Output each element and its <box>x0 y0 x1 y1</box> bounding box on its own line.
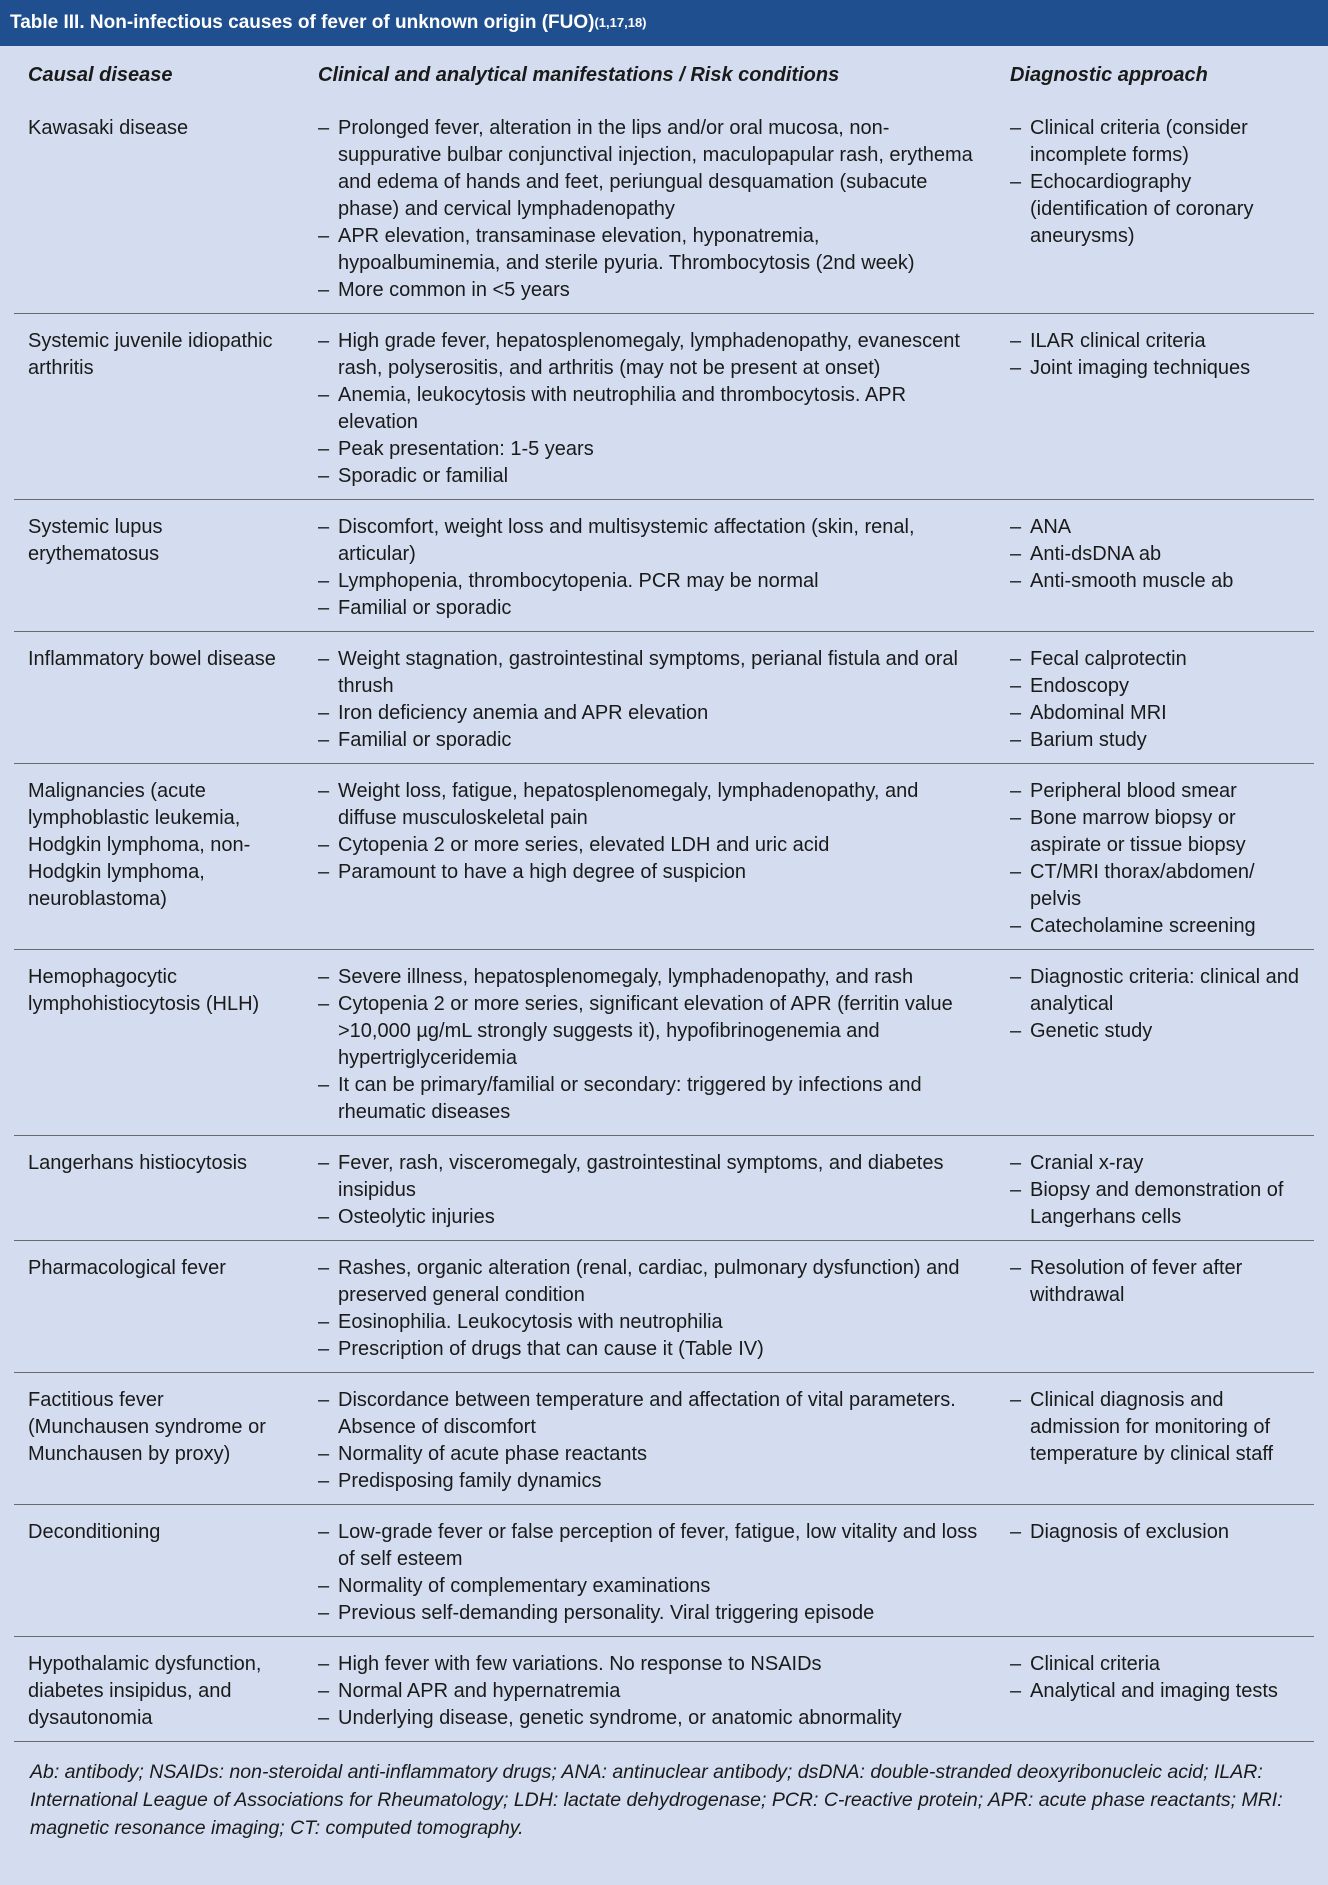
manifestations-cell-list <box>318 1519 982 1627</box>
table-title: Table III. Non-infectious causes of fever of unknown origin (FUO) <box>10 12 595 33</box>
diagnostic-approach-cell-list <box>1010 328 1300 382</box>
diagnostic-approach-cell-list <box>1010 1150 1300 1231</box>
list-item: – CT/MRI thorax/abdomen/ pelvis <box>1010 859 1300 913</box>
diagnostic-approach-cell <box>996 1505 1314 1637</box>
causal-disease-cell: Systemic juvenile idiopathic arthritis <box>28 330 273 379</box>
list-item: – Clinical criteria <box>1010 1651 1300 1678</box>
diagnostic-approach-cell <box>996 101 1314 314</box>
list-item: – High grade fever, hepatosplenomegaly, lymphadenopathy, evanescent rash, polyserositis, and arthritis (may not be present at onset) <box>318 328 982 382</box>
table-row <box>14 1637 1314 1742</box>
causal-disease-cell: Hemophagocytic lymphohistiocytosis (HLH) <box>28 966 260 1015</box>
list-item: – High fever with few variations. No response to NSAIDs <box>318 1651 982 1678</box>
list-item: – Low-grade fever or false perception of fever, fatigue, low vitality and loss of self esteem <box>318 1519 982 1573</box>
diagnostic-approach-cell <box>996 500 1314 632</box>
list-item: – Cytopenia 2 or more series, significant elevation of APR (ferritin value >10,000 µg/mL strongly suggests it), hypofibrinogenemia and hypertriglyceridemia <box>318 991 982 1072</box>
list-item: – Echocardiography (identification of coronary aneurysms) <box>1010 169 1300 250</box>
table-body <box>14 101 1314 1742</box>
manifestations-cell-list <box>318 328 982 490</box>
list-item: – Weight stagnation, gastrointestinal symptoms, perianal fistula and oral thrush <box>318 646 982 700</box>
diagnostic-approach-cell-list <box>1010 778 1300 940</box>
diagnostic-approach-cell-list <box>1010 115 1300 250</box>
list-item: – Endoscopy <box>1010 673 1300 700</box>
list-item: – Underlying disease, genetic syndrome, or anatomic abnormality <box>318 1705 982 1732</box>
list-item: – It can be primary/familial or secondary: triggered by infections and rheumatic diseases <box>318 1072 982 1126</box>
table-row <box>14 1136 1314 1241</box>
diagnostic-approach-cell <box>996 1136 1314 1241</box>
table-row <box>14 1505 1314 1637</box>
manifestations-cell <box>304 1373 996 1505</box>
list-item: – Normality of complementary examinations <box>318 1573 982 1600</box>
header-diagnostic-approach: Diagnostic approach <box>1010 64 1208 86</box>
causal-disease-cell: Inflammatory bowel disease <box>28 648 276 670</box>
table-footnote: Ab: antibody; NSAIDs: non-steroidal anti-inflammatory drugs; ANA: antinuclear antibody; dsDNA: double-stranded deoxyribonucleic acid; ILAR: International League of Associations for Rheumatology; LDH: lactate dehydrogenase; PCR: C-reactive protein; APR: acute phase reactants; MRI: magnetic resonance imaging; CT: computed tomography. <box>30 1761 1283 1839</box>
list-item: – Joint imaging techniques <box>1010 355 1300 382</box>
list-item: – Rashes, organic alteration (renal, cardiac, pulmonary dysfunction) and preserved general condition <box>318 1255 982 1309</box>
list-item: – Familial or sporadic <box>318 595 982 622</box>
manifestations-cell-list <box>318 778 982 886</box>
list-item: – Iron deficiency anemia and APR elevation <box>318 700 982 727</box>
list-item: – Anti-dsDNA ab <box>1010 541 1300 568</box>
diagnostic-approach-cell <box>996 764 1314 950</box>
manifestations-cell-list <box>318 1255 982 1363</box>
manifestations-cell-list <box>318 514 982 622</box>
table-row <box>14 314 1314 500</box>
diagnostic-approach-cell <box>996 950 1314 1136</box>
causal-disease-cell: Deconditioning <box>28 1521 161 1543</box>
table-row <box>14 764 1314 950</box>
manifestations-cell-list <box>318 1651 982 1732</box>
list-item: – Lymphopenia, thrombocytopenia. PCR may be normal <box>318 568 982 595</box>
list-item: – Weight loss, fatigue, hepatosplenomegaly, lymphadenopathy, and diffuse musculoskeletal pain <box>318 778 982 832</box>
causal-disease-cell: Malignancies (acute lymphoblastic leukemia, Hodgkin lymphoma, non-Hodgkin lymphoma, neuroblastoma) <box>28 780 251 910</box>
list-item: – Normal APR and hypernatremia <box>318 1678 982 1705</box>
list-item: – Diagnostic criteria: clinical and analytical <box>1010 964 1300 1018</box>
list-item: – Normality of acute phase reactants <box>318 1441 982 1468</box>
manifestations-cell-list <box>318 1150 982 1231</box>
list-item: – Clinical criteria (consider incomplete forms) <box>1010 115 1300 169</box>
list-item: – Severe illness, hepatosplenomegaly, lymphadenopathy, and rash <box>318 964 982 991</box>
list-item: – ILAR clinical criteria <box>1010 328 1300 355</box>
table-title-bar: Table III. Non-infectious causes of fever of unknown origin (FUO) (1,17,18) <box>0 0 1328 46</box>
manifestations-cell <box>304 764 996 950</box>
list-item: – Peripheral blood smear <box>1010 778 1300 805</box>
list-item: – Catecholamine screening <box>1010 913 1300 940</box>
list-item: – Biopsy and demonstration of Langerhans cells <box>1010 1177 1300 1231</box>
list-item: – Cytopenia 2 or more series, elevated LDH and uric acid <box>318 832 982 859</box>
list-item: – Predisposing family dynamics <box>318 1468 982 1495</box>
causal-disease-cell: Kawasaki disease <box>28 117 189 139</box>
list-item: – Anemia, leukocytosis with neutrophilia and thrombocytosis. APR elevation <box>318 382 982 436</box>
diagnostic-approach-cell-list <box>1010 646 1300 754</box>
causal-disease-cell: Systemic lupus erythematosus <box>28 516 163 565</box>
list-item: – Discomfort, weight loss and multisystemic affectation (skin, renal, articular) <box>318 514 982 568</box>
manifestations-cell-list <box>318 1387 982 1495</box>
list-item: – ANA <box>1010 514 1300 541</box>
manifestations-cell <box>304 1505 996 1637</box>
list-item: – Prescription of drugs that can cause it (Table IV) <box>318 1336 982 1363</box>
list-item: – Discordance between temperature and affectation of vital parameters. Absence of discomfort <box>318 1387 982 1441</box>
list-item: – Osteolytic injuries <box>318 1204 982 1231</box>
manifestations-cell <box>304 632 996 764</box>
diagnostic-approach-cell-list <box>1010 1387 1300 1468</box>
causal-disease-cell: Langerhans histiocytosis <box>28 1152 248 1174</box>
list-item: – Clinical diagnosis and admission for monitoring of temperature by clinical staff <box>1010 1387 1300 1468</box>
diagnostic-approach-cell <box>996 314 1314 500</box>
diagnostic-approach-cell <box>996 1637 1314 1742</box>
list-item: – Cranial x-ray <box>1010 1150 1300 1177</box>
manifestations-cell <box>304 500 996 632</box>
manifestations-cell <box>304 101 996 314</box>
list-item: – Prolonged fever, alteration in the lips and/or oral mucosa, non-suppurative bulbar conjunctival injection, maculopapular rash, erythema and edema of hands and feet, periungual desquamation (subacute phase) and cervical lymphadenopathy <box>318 115 982 223</box>
list-item: – Resolution of fever after withdrawal <box>1010 1255 1300 1309</box>
causal-disease-cell: Pharmacological fever <box>28 1257 226 1279</box>
list-item: – Genetic study <box>1010 1018 1300 1045</box>
table-row <box>14 1373 1314 1505</box>
diagnostic-approach-cell-list <box>1010 1519 1300 1546</box>
list-item: – APR elevation, transaminase elevation, hyponatremia, hypoalbuminemia, and sterile pyuria. Thrombocytosis (2nd week) <box>318 223 982 277</box>
manifestations-cell <box>304 1637 996 1742</box>
list-item: – Fecal calprotectin <box>1010 646 1300 673</box>
manifestations-cell <box>304 314 996 500</box>
fuo-table <box>14 46 1314 1742</box>
causal-disease-cell: Factitious fever (Munchausen syndrome or Munchausen by proxy) <box>28 1389 266 1465</box>
list-item: – Paramount to have a high degree of suspicion <box>318 859 982 886</box>
list-item: – Previous self-demanding personality. Viral triggering episode <box>318 1600 982 1627</box>
table-row <box>14 500 1314 632</box>
manifestations-cell <box>304 950 996 1136</box>
list-item: – Barium study <box>1010 727 1300 754</box>
header-causal-disease: Causal disease <box>28 64 173 86</box>
manifestations-cell <box>304 1241 996 1373</box>
header-row <box>14 46 1314 101</box>
manifestations-cell-list <box>318 646 982 754</box>
list-item: – More common in <5 years <box>318 277 982 304</box>
diagnostic-approach-cell <box>996 632 1314 764</box>
table-row <box>14 101 1314 314</box>
diagnostic-approach-cell <box>996 1373 1314 1505</box>
list-item: – Abdominal MRI <box>1010 700 1300 727</box>
table-row <box>14 632 1314 764</box>
manifestations-cell-list <box>318 115 982 304</box>
manifestations-cell-list <box>318 964 982 1126</box>
table-row <box>14 950 1314 1136</box>
list-item: – Diagnosis of exclusion <box>1010 1519 1300 1546</box>
diagnostic-approach-cell-list <box>1010 964 1300 1045</box>
diagnostic-approach-cell-list <box>1010 1651 1300 1705</box>
list-item: – Bone marrow biopsy or aspirate or tissue biopsy <box>1010 805 1300 859</box>
header-manifestations: Clinical and analytical manifestations / Risk conditions <box>318 64 840 86</box>
diagnostic-approach-cell <box>996 1241 1314 1373</box>
diagnostic-approach-cell-list <box>1010 514 1300 595</box>
list-item: – Anti-smooth muscle ab <box>1010 568 1300 595</box>
list-item: – Fever, rash, visceromegaly, gastrointestinal symptoms, and diabetes insipidus <box>318 1150 982 1204</box>
list-item: – Peak presentation: 1-5 years <box>318 436 982 463</box>
list-item: – Familial or sporadic <box>318 727 982 754</box>
table-row <box>14 1241 1314 1373</box>
manifestations-cell <box>304 1136 996 1241</box>
list-item: – Eosinophilia. Leukocytosis with neutrophilia <box>318 1309 982 1336</box>
list-item: – Sporadic or familial <box>318 463 982 490</box>
diagnostic-approach-cell-list <box>1010 1255 1300 1309</box>
list-item: – Analytical and imaging tests <box>1010 1678 1300 1705</box>
causal-disease-cell: Hypothalamic dysfunction, diabetes insipidus, and dysautonomia <box>28 1653 262 1729</box>
